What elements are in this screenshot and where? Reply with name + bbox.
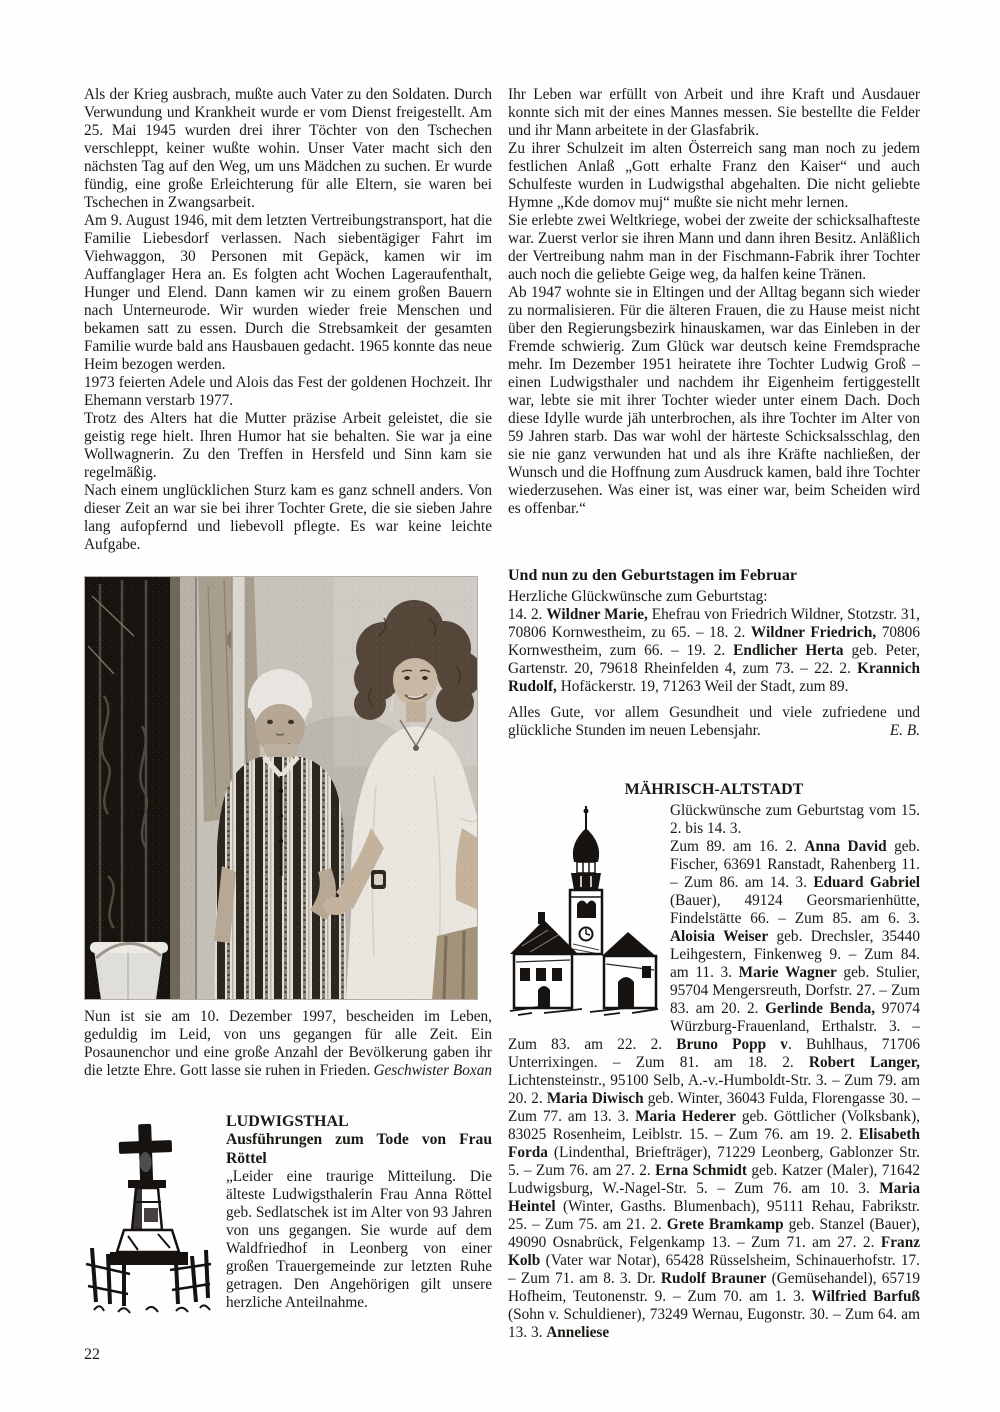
maehrisch-altstadt-intro: Glückwünsche zum Geburtstag vom 15. 2. bis 14. 3. [670,802,920,837]
cross-monument-illustration [84,1118,212,1320]
maehrisch-altstadt-body [508,802,920,1342]
obituary-paragraph: Am 9. August 1946, mit dem letzten Vertreibungstransport, hat die Familie Liebesdorf verlassen. Nach siebentägiger Fahrt im Viehwaggon, 30 Personen mit Gepäck, kamen wir im Auffanglager Hera an. Es folgten acht Wochen Lageraufenthalt, Hunger und Elend. Dann kamen wir zu einem großen Bauern nach Unterneurode. Wir wurden wieder freie Menschen und bekamen satt zu essen. Durch die Strebsamkeit der gesamten Familie wurde bald ans Hausbauen gedacht. 1965 konnte das neue Heim bezogen werden. [84,212,492,373]
maehrisch-altstadt-section [508,780,920,1342]
photo-elderly-and-young-woman [84,576,478,1000]
maehrisch-altstadt-title: MÄHRISCH-ALTSTADT [624,781,804,798]
ludwigsthal-title: LUDWIGSTHAL [226,1113,349,1130]
closing-signature: E. B. [889,722,920,739]
obituary-paragraph: Nach einem unglücklichen Sturz kam es ganz schnell anders. Von dieser Zeit an war sie bei ihrer Tochter Grete, die sie sieben Jahre lang aufopfernd und liebevoll pflegte. Es war keine leichte Aufgabe. [84,482,492,553]
caption-body: Nun ist sie am 10. Dezember 1997, bescheiden im Leben, geduldig im Leid, von uns gegangen für alle Zeit. Ein Posaunenchor und eine große Anzahl der Bevölkerung gaben ihr die letzte Ehre. Gott lasse sie ruhen in Frieden. [84,1008,492,1079]
obituary-paragraph: 1973 feierten Adele und Alois das Fest der goldenen Hochzeit. Ihr Ehemann verstarb 1977. [84,374,492,409]
february-birthdays-entries: 14. 2. Wildner Marie, Ehefrau von Friedrich Wildner, Stotzstr. 31, 70806 Kornwestheim, zu 65. – 18. 2. Wildner Friedrich, 70806 Kornwestheim, zum 66. – 19. 2. Endlicher Herta geb. Peter, Gartenstr. 20, 79618 Rheinfelden 4, zum 73. – 22. 2. Krannich Rudolf, Hofäckerstr. 19, 71263 Weil der Stadt, zum 89. [508,606,921,695]
caption-signature: Geschwister Boxan [373,1062,492,1079]
obituary-paragraph: Trotz des Alters hat die Mutter präzise Arbeit geleistet, die sie geistig rege hielt. Ihren Humor hat sie behalten. Sie war ja eine Wollwagnerin. Zu den Treffen in Hersfeld und Sinn kam sie regelmäßig. [84,410,492,481]
ludwigsthal-subtitle: Ausführungen zum Tode von Frau Röttel [226,1131,492,1167]
obituary-paragraph: Zu ihrer Schulzeit im alten Österreich sang man noch zu jedem festlichen Anlaß „Gott erhalte Franz den Kaiser“ und auch Schulfeste wurden in Ludwigsthal abgehalten. Die nicht geliebte Hymne „Kde domov muj“ mußte sie nicht mehr lernen. [508,140,920,211]
obituary-paragraph: Sie erlebte zwei Weltkriege, wobei der zweite der schicksalhafteste war. Zuerst verlor sie ihren Mann und dann ihren Besitz. Anläßlich der Vertreibung nahm man in der Fischmann-Fabrik ihrer Tochter auch noch die geliebte Geige weg, da halfen keine Tränen. [508,212,920,283]
right-obituary-text [508,86,920,518]
february-birthdays-section [508,566,920,740]
caption-text [84,1008,492,1080]
obituary-paragraph: Als der Krieg ausbrach, mußte auch Vater zu den Soldaten. Durch Verwundung und Krankheit wurde er vom Dienst freigestellt. Am 25. Mai 1945 wurden drei ihrer Töchter von den Tschechen verschleppt, keiner wußte wohin. Unser Vater macht sich den nächsten Tag auf den Weg, um uns Mädchen zu suchen. Er wurde fündig, eine große Erleichterung für alle Eltern, sie waren bei Tschechen in Zwangsarbeit. [84,86,492,211]
left-obituary-text [84,86,492,554]
ludwigsthal-section [84,1112,492,1334]
february-birthdays-closing [508,704,920,740]
photo-caption [84,1008,492,1080]
obituary-paragraph: Ab 1947 wohnte sie in Eltingen und der Alltag begann sich wieder zu normalisieren. Für die älteren Frauen, die zu Hause meist nicht über den Regierungsbezirk hinauskamen, war das Einleben in der Fremde schwierig. Zum Glück war deutsch keine Fremdsprache mehr. Im Dezember 1951 heiratete ihre Tochter Ludwig Groß – einen Ludwigsthaler und nachdem ihr Eigenheim fertiggestellt war, lebte sie mit ihrer Tochter wieder unter einem Dach. Doch diese Idylle wurde jäh unterbrochen, als ihre Tochter im Alter von 59 Jahren starb. Das war wohl der härteste Schicksalsschlag, den sie nie ganz verwunden hat und als ihre Kräfte nachließen, der Wunsch und die Hoffnung zum Ausdruck kamen, bald ihre Tochter wiederzusehen. Was einer ist, was einer war, beim Scheiden wird es offenbar.“ [508,284,920,517]
ludwigsthal-body: „Leider eine traurige Mitteilung. Die älteste Ludwigsthalerin Frau Anna Röttel geb. Sedlatschek ist im Alter von 93 Jahren von uns gegangen. Sie wurde auf dem Waldfriedhof in Leonberg von einer großen Trauergemeinde zur letzten Ruhe getragen. Den Angehörigen gilt unsere herzliche Anteilnahme. [226,1168,492,1311]
february-birthdays-intro: Herzliche Glückwünsche zum Geburtstag: [508,588,768,605]
maehrisch-altstadt-entries: Zum 89. am 16. 2. Anna David geb. Fischer, 63691 Ranstadt, Rahenberg 11. – Zum 86. am 14. 3. Eduard Gabriel (Bauer), 49124 Georsmarienhütte, Findelstätte 66. – Zum 85. am 6. 3. Aloisia Weiser geb. Drechsler, 35440 Leihgestern, Finkenweg 9. – Zum 84. am 11. 3. Marie Wagner geb. Stulier, 95704 Mengersreuth, Dorfstr. 27. – Zum 83. am 20. 2. Gerlinde Benda, 97074 Würzburg-Frauenland, Erthalstr. 3. – Zum 83. am 22. 2. Bruno Popp v. Buhlhaus, 71706 Unterrixingen. – Zum 81. am 18. 2. Robert Langer, Lichtensteinstr., 95100 Selb, A.-v.-Humboldt-Str. 3. – Zum 79. am 20. 2. Maria Diwisch geb. Winter, 36043 Fulda, Florengasse 30. – Zum 77. am 13. 3. Maria Hederer geb. Göttlicher (Volksbank), 83025 Rosenheim, Leiblstr. 15. – Zum 76. am 19. 2. Elisabeth Forda (Lindenthal, Briefträger), 71229 Leonberg, Gablonzer Str. 5. – Zum 76. am 27. 2. Erna Schmidt geb. Katzer (Maler), 71642 Ludwigsburg, W.-Nagel-Str. 5. – Zum 76. am 10. 3. Maria Heintel (Winter, Gasths. Blumenbach), 95111 Rehau, Fabrikstr. 25. – Zum 75. am 21. 2. Grete Bramkamp geb. Stanzel (Bauer), 49090 Osnabrück, Felgenkamp 13. – Zum 71. am 27. 2. Franz Kolb (Vater war Notar), 65428 Rüsselsheim, Schinauerhofstr. 17. – Zum 71. am 8. 3. Dr. Rudolf Brauner (Gemüsehandel), 65719 Hofheim, Teutonenstr. 9. – Zum 70. am 1. 3. Wilfried Barfuß (Sohn v. Schuldiener), 73249 Wernau, Eugonstr. 30. – Zum 64. am 13. 3. Anneliese [508,838,921,1341]
photo-image [84,576,478,1000]
february-birthdays-title: Und nun zu den Geburtstagen im Februar [508,567,797,584]
obituary-paragraph: Ihr Leben war erfüllt von Arbeit und ihre Kraft und Ausdauer konnte sich mit der eines Mannes messen. Sie bestellte die Felder und ihr Mann arbeitete in der Glasfabrik. [508,86,920,139]
page-number: 22 [84,1346,100,1363]
church-illustration [508,804,660,1016]
closing-text: Alles Gute, vor allem Gesundheit und viele zufriedene und glückliche Stunden im neuen Lebensjahr. [508,704,920,739]
